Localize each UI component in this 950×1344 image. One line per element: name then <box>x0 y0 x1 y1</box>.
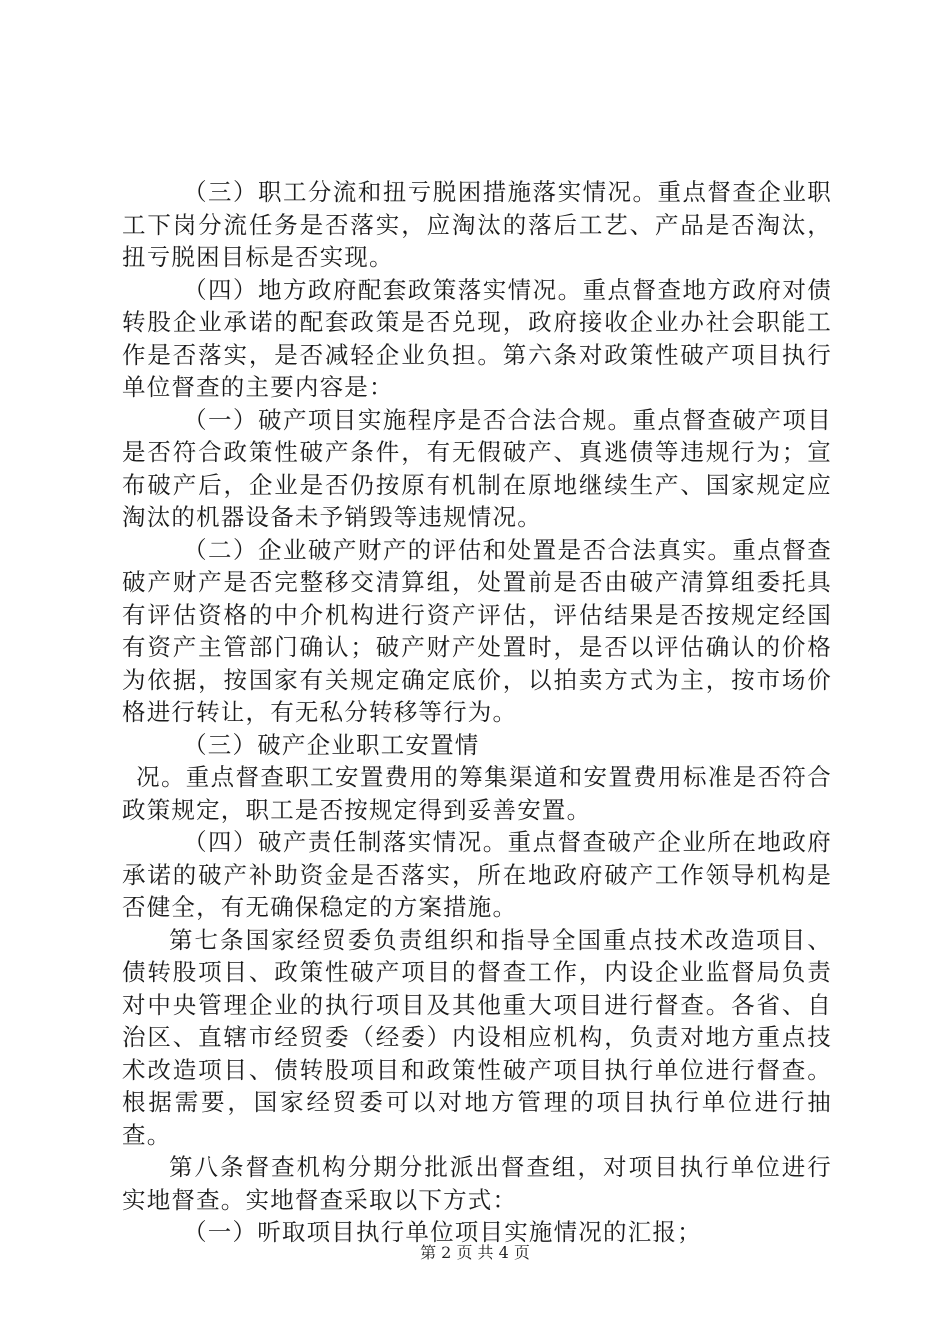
paragraph-6: 况。重点督查职工安置费用的筹集渠道和安置费用标准是否符合政策规定，职工是否按规定得到妥善安置。 <box>122 763 832 824</box>
paragraph-8: 第七条国家经贸委负责组织和指导全国重点技术改造项目、债转股项目、政策性破产项目的督查工作，内设企业监督局负责对中央管理企业的执行项目及其他重大项目进行督查。各省、自治区、直辖市经贸委（经委）内设相应机构，负责对地方重点技术改造项目、债转股项目和政策性破产项目执行单位进行督查。根据需要，国家经贸委可以对地方管理的项目执行单位进行抽查。 <box>122 925 832 1149</box>
paragraph-2: （四）地方政府配套政策落实情况。重点督查地方政府对债转股企业承诺的配套政策是否兑现，政府接收企业办社会职能工作是否落实，是否减轻企业负担。第六条对政策性破产项目执行单位督查的主要内容是： <box>122 275 832 401</box>
paragraph-3: （一）破产项目实施程序是否合法合规。重点督查破产项目是否符合政策性破产条件，有无假破产、真逃债等违规行为；宣布破产后，企业是否仍按原有机制在原地继续生产、国家规定应淘汰的机器设备未予销毁等违规情况。 <box>122 405 832 531</box>
document-body <box>122 176 832 1249</box>
page-footer: 第 2 页 共 4 页 <box>420 1243 530 1262</box>
paragraph-7: （四）破产责任制落实情况。重点督查破产企业所在地政府承诺的破产补助资金是否落实，所在地政府破产工作领导机构是否健全，有无确保稳定的方案措施。 <box>122 828 832 921</box>
paragraph-9: 第八条督查机构分期分批派出督查组，对项目执行单位进行实地督查。实地督查采取以下方式： <box>122 1153 832 1214</box>
paragraph-4: （二）企业破产财产的评估和处置是否合法真实。重点督查破产财产是否完整移交清算组，处置前是否由破产清算组委托具有评估资格的中介机构进行资产评估，评估结果是否按规定经国有资产主管部门确认；破产财产处置时，是否以评估确认的价格为依据，按国家有关规定确定底价，以拍卖方式为主，按市场价格进行转让，有无私分转移等行为。 <box>122 535 832 726</box>
paragraph-10: （一）听取项目执行单位项目实施情况的汇报； <box>183 1218 702 1246</box>
paragraph-1: （三）职工分流和扭亏脱困措施落实情况。重点督查企业职工下岗分流任务是否落实，应淘汰的落后工艺、产品是否淘汰，扭亏脱困目标是否实现。 <box>122 178 832 271</box>
paragraph-5: （三）破产企业职工安置情 <box>183 730 480 759</box>
